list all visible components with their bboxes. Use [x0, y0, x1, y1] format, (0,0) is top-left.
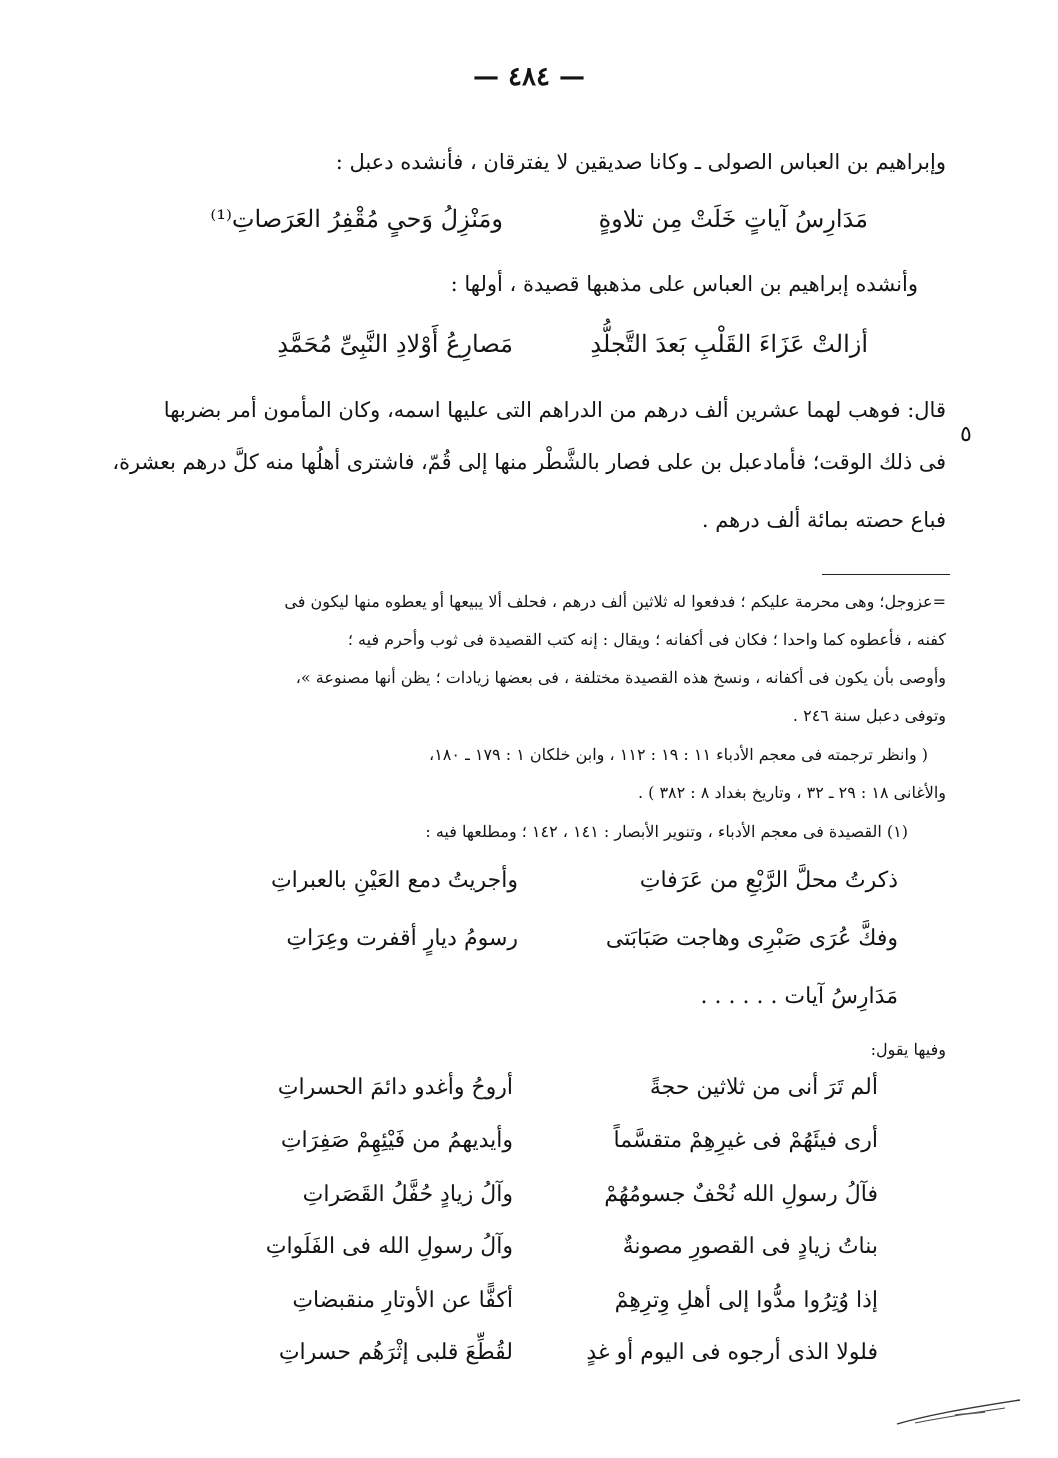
- verse-row-3-left: وآلُ زيادٍ حُفَّلُ القَصَراتِ: [302, 1182, 513, 1207]
- footnote-line-1: =عزوجل؛ وهى محرمة عليكم ؛ فدفعوا له ثلاثين ألف درهم ، فحلف ألا يبيعها أو يعطوه منها ليكون فى: [284, 592, 946, 611]
- verse-row-3-right: فآلُ رسولِ الله نُحْفٌ جسومُهُمْ: [604, 1182, 878, 1207]
- verse-row-4-right: بناتُ زيادٍ فى القصورِ مصونةٌ: [622, 1234, 878, 1259]
- verse-fragment: مَدَارِسُ آيات . . . . . .: [700, 984, 898, 1009]
- verse-1-right-hemistich: مَدَارِسُ آياتٍ خَلَتْ مِن تلاوةٍ: [598, 205, 868, 233]
- footnote-line-2: كفنه ، فأعطوه كما واحدا ؛ فكان فى أكفانه ؛ ويقال : إنه كتب القصيدة فى ثوب وأحرم فيه ؛: [347, 630, 946, 649]
- footnote-line-3: وأوصى بأن يكون فى أكفانه ، ونسخ هذه القصيدة مختلفة ، فى بعضها زيادات ؛ يظن أنها مصنوعة »،: [295, 668, 946, 687]
- page-number: — ٤٨٤ —: [472, 62, 586, 92]
- paragraph-line-2: فى ذلك الوقت؛ فأمادعبل بن على فصار بالشَّطْر منها إلى قُمّ، فاشترى أهلُها منه كلَّ درهم بعشرة،: [112, 450, 946, 474]
- verse-2-left-hemistich: مَصارِعُ أَوْلادِ النَّبِىِّ مُحَمَّدِ: [277, 330, 513, 358]
- footnote-line-5: ( وانظر ترجمته فى معجم الأدباء ١١ : ١٩ : ١١٢ ، وابن خلكان ١ : ١٧٩ ـ ١٨٠،: [429, 745, 928, 764]
- verse-row-1-left: أروحُ وأغدو دائمَ الحسراتِ: [277, 1075, 513, 1100]
- verse-row-2-left: وأيديهمُ من فَيْئِهِمْ صَفِرَاتِ: [280, 1128, 513, 1153]
- footnote-line-7: (١) القصيدة فى معجم الأدباء ، وتنوير الأبصار : ١٤١ ، ١٤٢ ؛ ومطلعها فيه :: [425, 822, 908, 841]
- verse-row-4-left: وآلُ رسولِ الله فى الفَلَواتِ: [265, 1234, 513, 1259]
- verse-row-5-right: إذا وُتِرُوا مدُّوا إلى أهلِ وِترِهِمْ: [614, 1288, 878, 1313]
- intro-line: وإبراهيم بن العباس الصولى ـ وكانا صديقين لا يفترقان ، فأنشده دعبل :: [335, 150, 946, 174]
- footnote-separator: [822, 574, 950, 575]
- line-number-marker: ٥: [960, 422, 972, 447]
- verse-row-6-left: لقُطِّعَ قلبى إثْرَهُم حسراتِ: [278, 1340, 513, 1365]
- intro-line-2: وأنشده إبراهيم بن العباس على مذهبها قصيدة ، أولها :: [450, 272, 918, 296]
- opening-verse-2-right: وفكَّ عُرَى صَبْرِى وهاجت صَبَابَتى: [605, 926, 898, 951]
- fiha-yaqul-label: وفيها يقول:: [870, 1040, 946, 1059]
- verse-row-2-right: أرى فيئَهُمْ فى غيرِهِمْ متقسَّماً: [613, 1128, 878, 1153]
- verse-row-1-right: ألم تَرَ أنى من ثلاثين حجةً: [649, 1075, 878, 1100]
- footnote-line-4: وتوفى دعبل سنة ٢٤٦ .: [792, 706, 946, 725]
- opening-verse-2-left: رسومُ ديارٍ أقفرت وعِرَاتِ: [286, 926, 518, 951]
- paragraph-line-3: فباع حصته بمائة ألف درهم .: [701, 508, 946, 532]
- verse-2-right-hemistich: أزالتْ عَزَاءَ القَلْبِ بَعدَ التَّجلُّدِ: [590, 330, 868, 358]
- verse-row-5-left: أكفًّا عن الأوتارِ منقبضاتِ: [292, 1288, 513, 1313]
- opening-verse-1-right: ذكرتُ محلَّ الرَّبْعِ من عَرَفاتِ: [639, 868, 898, 893]
- verse-row-6-right: فلولا الذى أرجوه فى اليوم أو غدٍ: [586, 1340, 878, 1365]
- pen-scratch-mark: [895, 1390, 1025, 1430]
- paragraph-line-1: قال: فوهب لهما عشرين ألف درهم من الدراهم التى عليها اسمه، وكان المأمون أمر بضربها: [163, 398, 946, 422]
- footnote-line-6: والأغانى ١٨ : ٢٩ ـ ٣٢ ، وتاريخ بغداد ٨ : ٣٨٢ ) .: [637, 783, 946, 802]
- verse-1-left-hemistich: ومَنْزِلُ وَحىٍ مُقْفِرُ العَرَصاتِ⁽¹⁾: [210, 205, 503, 233]
- opening-verse-1-left: وأجريتُ دمع العَيْنِ بالعبراتِ: [270, 868, 518, 893]
